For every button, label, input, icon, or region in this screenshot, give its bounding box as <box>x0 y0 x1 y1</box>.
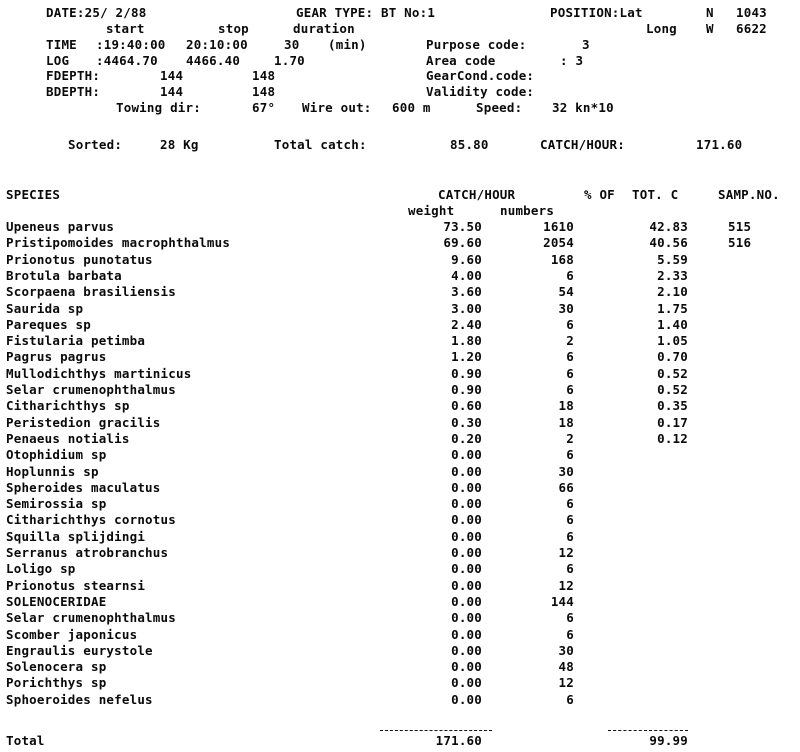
species-name: Mullodichthys martinicus <box>6 366 192 381</box>
total-label: Total <box>6 733 45 748</box>
catch-numbers: 2054 <box>543 235 574 250</box>
catch-numbers: 6 <box>566 366 574 381</box>
total-percent-rule <box>608 730 688 731</box>
catch-weight: 0.00 <box>451 627 482 642</box>
catch-weight: 0.00 <box>451 659 482 674</box>
catch-numbers: 54 <box>558 284 574 299</box>
species-name: Otophidium sp <box>6 447 107 462</box>
log-label: LOG <box>46 53 70 68</box>
sorted-label: Sorted: <box>68 137 123 152</box>
catch-numbers: 6 <box>566 627 574 642</box>
catch-weight: 0.00 <box>451 545 482 560</box>
position-label: POSITION:Lat <box>550 5 643 20</box>
purpose-code-value: 3 <box>582 37 590 52</box>
sorted-value: 28 Kg <box>160 137 199 152</box>
species-name: Penaeus notialis <box>6 431 130 446</box>
bdepth-label: BDEPTH: <box>46 84 101 99</box>
percent-of-total: 40.56 <box>649 235 688 250</box>
species-name: Loligo sp <box>6 561 76 576</box>
time-duration: 30 <box>284 37 300 52</box>
percent-of-total: 0.52 <box>657 366 688 381</box>
percent-of-total: 0.17 <box>657 415 688 430</box>
percent-of-total: 1.40 <box>657 317 688 332</box>
species-name: Pristipomoides macrophthalmus <box>6 235 231 250</box>
catch-numbers: 18 <box>558 415 574 430</box>
catch-numbers: 30 <box>558 464 574 479</box>
catch-numbers: 30 <box>558 301 574 316</box>
catch-numbers: 6 <box>566 447 574 462</box>
catch-weight: 1.20 <box>451 349 482 364</box>
species-name: Porichthys sp <box>6 675 107 690</box>
percent-of-total: 2.10 <box>657 284 688 299</box>
bdepth-stop: 148 <box>252 84 276 99</box>
species-name: Peristedion gracilis <box>6 415 161 430</box>
area-code-value: : 3 <box>560 53 584 68</box>
catch-numbers: 2 <box>566 431 574 446</box>
percent-column-heading: % OF <box>584 187 615 202</box>
sample-number: 515 <box>728 219 752 234</box>
numbers-subheading: numbers <box>500 203 555 218</box>
total-catch-label: Total catch: <box>274 137 367 152</box>
catch-weight: 0.00 <box>451 578 482 593</box>
col-stop-heading: stop <box>218 21 249 36</box>
catch-weight: 0.90 <box>451 366 482 381</box>
area-code-label: Area code <box>426 53 496 68</box>
catch-weight: 0.00 <box>451 561 482 576</box>
catch-numbers: 2 <box>566 333 574 348</box>
catch-numbers: 6 <box>566 317 574 332</box>
catch-numbers: 1610 <box>543 219 574 234</box>
percent-of-total: 0.35 <box>657 398 688 413</box>
total-weight: 171.60 <box>435 733 482 748</box>
species-name: Saurida sp <box>6 301 84 316</box>
speed-value: 32 kn*10 <box>552 100 614 115</box>
percent-of-total: 42.83 <box>649 219 688 234</box>
catch-numbers: 6 <box>566 561 574 576</box>
species-name: SOLENOCERIDAE <box>6 594 107 609</box>
percent-of-total: 1.75 <box>657 301 688 316</box>
catch-weight: 0.00 <box>451 464 482 479</box>
catch-weight: 0.00 <box>451 496 482 511</box>
catch-numbers: 48 <box>558 659 574 674</box>
wire-out-label: Wire out: <box>302 100 372 115</box>
species-name: Engraulis eurystole <box>6 643 153 658</box>
catch-numbers: 66 <box>558 480 574 495</box>
gear-type-label: GEAR TYPE: BT No:1 <box>296 5 436 20</box>
speed-label: Speed: <box>476 100 523 115</box>
catch-weight: 69.60 <box>443 235 482 250</box>
catch-per-hour-label: CATCH/HOUR: <box>540 137 625 152</box>
catch-numbers: 168 <box>550 252 574 267</box>
catch-weight: 2.40 <box>451 317 482 332</box>
species-name: Scorpaena brasiliensis <box>6 284 176 299</box>
lat-value: 1043 <box>736 5 767 20</box>
species-name: Semirossia sp <box>6 496 107 511</box>
catch-numbers: 6 <box>566 610 574 625</box>
catch-weight: 0.00 <box>451 643 482 658</box>
purpose-code-label: Purpose code: <box>426 37 527 52</box>
fdepth-label: FDEPTH: <box>46 68 101 83</box>
total-catch-value: 85.80 <box>450 137 489 152</box>
catch-numbers: 6 <box>566 692 574 707</box>
tot-c-column-heading: TOT. C <box>632 187 679 202</box>
catch-numbers: 6 <box>566 268 574 283</box>
catch-weight: 0.20 <box>451 431 482 446</box>
col-duration-heading: duration <box>293 21 355 36</box>
percent-of-total: 2.33 <box>657 268 688 283</box>
catch-weight: 0.30 <box>451 415 482 430</box>
bdepth-start: 144 <box>160 84 184 99</box>
towing-dir-label: Towing dir: <box>116 100 201 115</box>
species-name: Prionotus punotatus <box>6 252 153 267</box>
catch-numbers: 6 <box>566 496 574 511</box>
species-name: Citharichthys cornotus <box>6 512 176 527</box>
log-duration: 1.70 <box>274 53 305 68</box>
fdepth-stop: 148 <box>252 68 276 83</box>
long-label: Long <box>646 21 677 36</box>
log-stop: 4466.40 <box>186 53 241 68</box>
catch-numbers: 18 <box>558 398 574 413</box>
species-name: Hoplunnis sp <box>6 464 99 479</box>
samp-no-column-heading: SAMP.NO. <box>718 187 780 202</box>
percent-of-total: 0.52 <box>657 382 688 397</box>
long-value: 6622 <box>736 21 767 36</box>
sample-number: 516 <box>728 235 752 250</box>
catch-numbers: 30 <box>558 643 574 658</box>
catch-weight: 0.00 <box>451 529 482 544</box>
fdepth-start: 144 <box>160 68 184 83</box>
time-label: TIME <box>46 37 77 52</box>
catch-per-hour-value: 171.60 <box>696 137 743 152</box>
catch-numbers: 6 <box>566 512 574 527</box>
catch-weight: 0.00 <box>451 675 482 690</box>
species-name: Selar crumenophthalmus <box>6 382 176 397</box>
species-name: Serranus atrobranchus <box>6 545 169 560</box>
species-name: Sphoeroides nefelus <box>6 692 153 707</box>
catch-per-hour-column-heading: CATCH/HOUR <box>438 187 516 202</box>
catch-weight: 73.50 <box>443 219 482 234</box>
percent-of-total: 0.70 <box>657 349 688 364</box>
species-name: Prionotus stearnsi <box>6 578 146 593</box>
catch-weight: 0.00 <box>451 447 482 462</box>
species-name: Solenocera sp <box>6 659 107 674</box>
time-unit: (min) <box>328 37 367 52</box>
percent-of-total: 1.05 <box>657 333 688 348</box>
species-name: Brotula barbata <box>6 268 122 283</box>
species-name: Spheroides maculatus <box>6 480 161 495</box>
species-name: Fistularia petimba <box>6 333 146 348</box>
species-name: Pareques sp <box>6 317 91 332</box>
species-name: Citharichthys sp <box>6 398 130 413</box>
catch-numbers: 6 <box>566 529 574 544</box>
time-stop: 20:10:00 <box>186 37 248 52</box>
catch-weight: 0.60 <box>451 398 482 413</box>
validity-code-label: Validity code: <box>426 84 535 99</box>
catch-numbers: 6 <box>566 382 574 397</box>
catch-numbers: 12 <box>558 675 574 690</box>
catch-weight: 0.00 <box>451 512 482 527</box>
catch-numbers: 144 <box>550 594 574 609</box>
gearcond-code-label: GearCond.code: <box>426 68 535 83</box>
col-start-heading: start <box>106 21 145 36</box>
catch-weight: 0.00 <box>451 610 482 625</box>
species-name: Squilla splijdingi <box>6 529 146 544</box>
catch-weight: 0.90 <box>451 382 482 397</box>
long-hemisphere: W <box>706 21 714 36</box>
catch-weight: 0.00 <box>451 692 482 707</box>
percent-of-total: 0.12 <box>657 431 688 446</box>
towing-dir-value: 67° <box>252 100 276 115</box>
lat-hemisphere: N <box>706 5 714 20</box>
species-name: Upeneus parvus <box>6 219 115 234</box>
catch-weight: 3.00 <box>451 301 482 316</box>
percent-of-total: 5.59 <box>657 252 688 267</box>
catch-weight: 0.00 <box>451 594 482 609</box>
catch-weight: 0.00 <box>451 480 482 495</box>
catch-weight: 9.60 <box>451 252 482 267</box>
catch-weight: 4.00 <box>451 268 482 283</box>
species-name: Selar crumenophthalmus <box>6 610 176 625</box>
wire-out-value: 600 m <box>392 100 431 115</box>
time-start: :19:40:00 <box>96 37 166 52</box>
catch-numbers: 6 <box>566 349 574 364</box>
log-start: :4464.70 <box>96 53 158 68</box>
catch-numbers: 12 <box>558 578 574 593</box>
species-name: Scomber japonicus <box>6 627 138 642</box>
species-name: Pagrus pagrus <box>6 349 107 364</box>
total-percent: 99.99 <box>649 733 688 748</box>
catch-numbers: 12 <box>558 545 574 560</box>
weight-subheading: weight <box>408 203 455 218</box>
date-label: DATE:25/ 2/88 <box>46 5 147 20</box>
catch-weight: 1.80 <box>451 333 482 348</box>
catch-weight: 3.60 <box>451 284 482 299</box>
species-column-heading: SPECIES <box>6 187 61 202</box>
total-weight-rule <box>380 730 492 731</box>
